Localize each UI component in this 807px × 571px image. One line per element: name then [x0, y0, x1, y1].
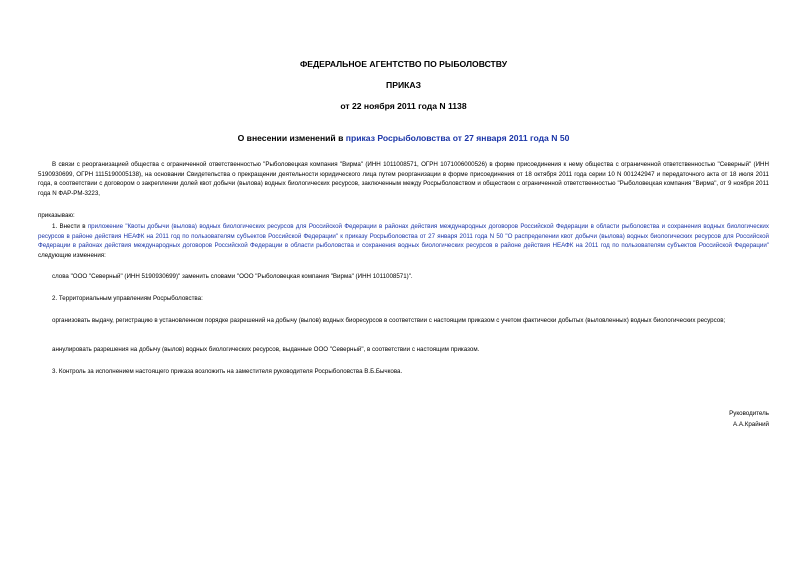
agency-title: ФЕДЕРАЛЬНОЕ АГЕНТСТВО ПО РЫБОЛОВСТВУ — [299, 59, 508, 69]
preamble-paragraph: В связи с реорганизацией общества с ограниченной ответственностью "Рыболовецкая компания "Вирма" (ИНН 1011008571, ОГРН 1071006000526) в форме присоединения к нему общества с ограниченной ответственностью "Северный" (ИНН 5190930699, ОГРН 1115190005138), на основании Свидетельства о прекращении деятельности юридического лица путем реорганизации в форме присоединения от 18 октября 2011 года серии 10 N 001242947 и передаточного акта от 18 июля 2011 года, в соответствии с договором о закреплении долей квот добычи (вылова) водных биологических ресурсов, заключенным между Росрыболовством и обществом с ограниченной ответственностью "Рыболовецкая компания "Вирма", от 9 ноября 2011 года N ФАР-РМ-3223, — [38, 161, 769, 197]
signatory-title: Руководитель — [729, 410, 769, 417]
subject-prefix: О внесении изменений в — [237, 133, 346, 143]
subject-link[interactable]: приказ Росрыболовства от 27 января 2011 года N 50 — [345, 133, 570, 143]
document-subject — [0, 133, 807, 144]
document-type: ПРИКАЗ — [386, 80, 421, 90]
item-1-suffix: следующие изменения: — [38, 251, 106, 259]
item-3-paragraph: 3. Контроль за исполнением настоящего приказа возложить на заместителя руководителя Росрыболовства В.Б.Бычкова. — [52, 368, 403, 375]
item-1-paragraph — [38, 222, 769, 260]
item-2-paragraph: 2. Территориальным управлениям Росрыболовства: — [52, 295, 203, 302]
signatory-name: А.А.Крайний — [733, 421, 769, 428]
order-word: приказываю: — [38, 212, 75, 219]
replacement-paragraph: слова "ООО "Северный" (ИНН 5190930699)" заменить словами "ООО "Рыболовецкая компания "Вирма" (ИНН 1011008571)". — [52, 273, 413, 280]
organize-issuance-paragraph: организовать выдачу, регистрацию в установленном порядке разрешений на добычу (вылов) водных биоресурсов в соответствии с настоящим приказом с учетом фактически добытых (выловленных) водных биологических ресурсов; — [52, 317, 726, 324]
document-date-number: от 22 ноября 2011 года N 1138 — [340, 101, 467, 111]
item-1-prefix: 1. Внести в — [52, 223, 88, 230]
appendix-link[interactable]: приложение "Квоты добычи (вылова) водных биологических ресурсов для Российской Федерации в районах действия международных договоров Российской Федерации в области рыболовства и сохранения водных биологических ресурсов в районе действия НЕАФК на 2011 год по пользователям субъектов Российской Федерации" к приказу Росрыболовства от 27 января 2011 года N 50 "О распределении квот добычи (вылова) водных биологических ресурсов для Российской Федерации в районах действия международных договоров Российской Федерации в области рыболовства и сохранения водных биологических ресурсов в районе действия НЕАФК на 2011 год по пользователям субъектов Российской Федерации" — [38, 223, 769, 250]
cancel-permits-paragraph: аннулировать разрешения на добычу (вылов) водных биологических ресурсов, выданные ООО "Северный", в соответствии с настоящим приказом. — [52, 346, 480, 353]
